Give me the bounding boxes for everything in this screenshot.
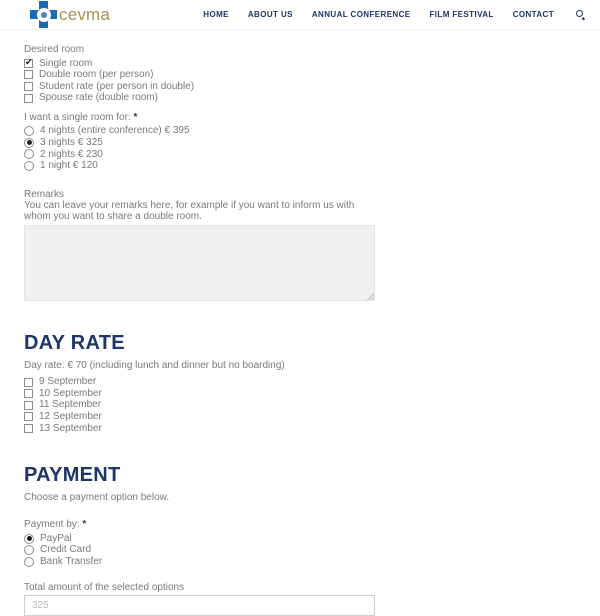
option-row (24, 69, 375, 81)
option-row (24, 92, 375, 104)
option-row (24, 544, 375, 556)
label-text: Payment by: (24, 519, 80, 531)
option-row (24, 423, 375, 435)
double-room-checkbox[interactable] (24, 70, 33, 79)
student-rate-checkbox[interactable] (24, 82, 33, 91)
nights-2-radio[interactable] (24, 149, 34, 159)
option-label: 13 September (39, 422, 102, 434)
sep-13-checkbox[interactable] (24, 424, 33, 433)
option-label: Double room (per person) (39, 69, 154, 81)
option-label: 2 nights € 230 (40, 148, 103, 160)
registration-form (0, 30, 375, 616)
desired-room-label: Desired room (24, 44, 85, 55)
required-asterisk: * (82, 519, 87, 531)
remarks-label: Remarks (24, 188, 65, 200)
search-icon[interactable] (575, 9, 586, 20)
option-row (24, 125, 375, 137)
day-rate-options (24, 376, 375, 434)
option-row (24, 376, 375, 388)
option-label: 11 September (39, 399, 102, 411)
nav-item-contact[interactable]: CONTACT (512, 10, 554, 19)
option-label: Bank Transfer (40, 555, 103, 567)
nav-item-film-festival[interactable]: FILM FESTIVAL (429, 10, 494, 19)
nav-item-home[interactable]: HOME (203, 10, 229, 19)
credit-card-radio[interactable] (24, 545, 34, 555)
option-label: 3 nights € 325 (40, 136, 103, 148)
option-row (24, 411, 375, 423)
nights-4-radio[interactable] (24, 126, 34, 136)
remarks-textarea-wrap (24, 225, 375, 301)
option-label: Spouse rate (double room) (39, 92, 158, 104)
desired-room-options (24, 58, 375, 104)
bank-transfer-radio[interactable] (24, 557, 34, 567)
option-row (24, 149, 375, 161)
option-row (24, 399, 375, 411)
label-text: I want a single room for: (24, 111, 131, 123)
site-header (0, 0, 600, 30)
total-amount-input[interactable] (24, 595, 375, 616)
option-row (24, 58, 375, 70)
option-row (24, 556, 375, 568)
nav-item-about-us[interactable]: ABOUT US (247, 10, 293, 19)
day-rate-description: Day rate: € 70 (including lunch and dinner but no boarding) (24, 360, 285, 372)
option-label: Credit Card (40, 544, 92, 556)
total-amount-label: Total amount of the selected options (24, 581, 185, 593)
remarks-description: You can leave your remarks here, for example if you want to inform us with whom you want to share a double room. (24, 200, 355, 223)
day-rate-heading: DAY RATE (24, 332, 125, 355)
nights-3-radio[interactable] (24, 138, 34, 148)
option-label: 4 nights (entire conference) € 395 (40, 125, 190, 137)
option-label: 9 September (39, 376, 97, 388)
option-row (24, 137, 375, 149)
remarks-textarea[interactable] (24, 225, 375, 301)
option-label: 1 night € 120 (40, 160, 98, 172)
single-room-nights-label (24, 112, 375, 124)
nav-item-annual-conference[interactable]: ANNUAL CONFERENCE (311, 10, 411, 19)
logo-text: cevma (59, 4, 111, 24)
option-label: PayPal (40, 532, 72, 544)
sep-11-checkbox[interactable] (24, 401, 33, 410)
sep-9-checkbox[interactable] (24, 378, 33, 387)
payment-description: Choose a payment option below. (24, 492, 170, 504)
required-asterisk: * (133, 111, 138, 123)
spouse-rate-checkbox[interactable] (24, 94, 33, 103)
single-room-checkbox[interactable] (24, 59, 33, 68)
payment-by-label (24, 519, 375, 531)
option-label: Single room (39, 57, 93, 69)
paypal-radio[interactable] (24, 534, 34, 544)
payment-heading: PAYMENT (24, 464, 121, 487)
single-room-nights-options (24, 125, 375, 171)
option-row (24, 81, 375, 93)
payment-options (24, 533, 375, 568)
sep-10-checkbox[interactable] (24, 389, 33, 398)
nights-1-radio[interactable] (24, 161, 34, 171)
option-row (24, 160, 375, 172)
site-logo[interactable] (30, 1, 110, 28)
main-nav (203, 9, 586, 20)
option-label: 10 September (39, 387, 102, 399)
option-row (24, 533, 375, 545)
logo-cross-icon (30, 1, 57, 28)
sep-12-checkbox[interactable] (24, 412, 33, 421)
option-label: Student rate (per person in double) (39, 80, 195, 92)
option-row (24, 388, 375, 400)
option-label: 12 September (39, 411, 102, 423)
